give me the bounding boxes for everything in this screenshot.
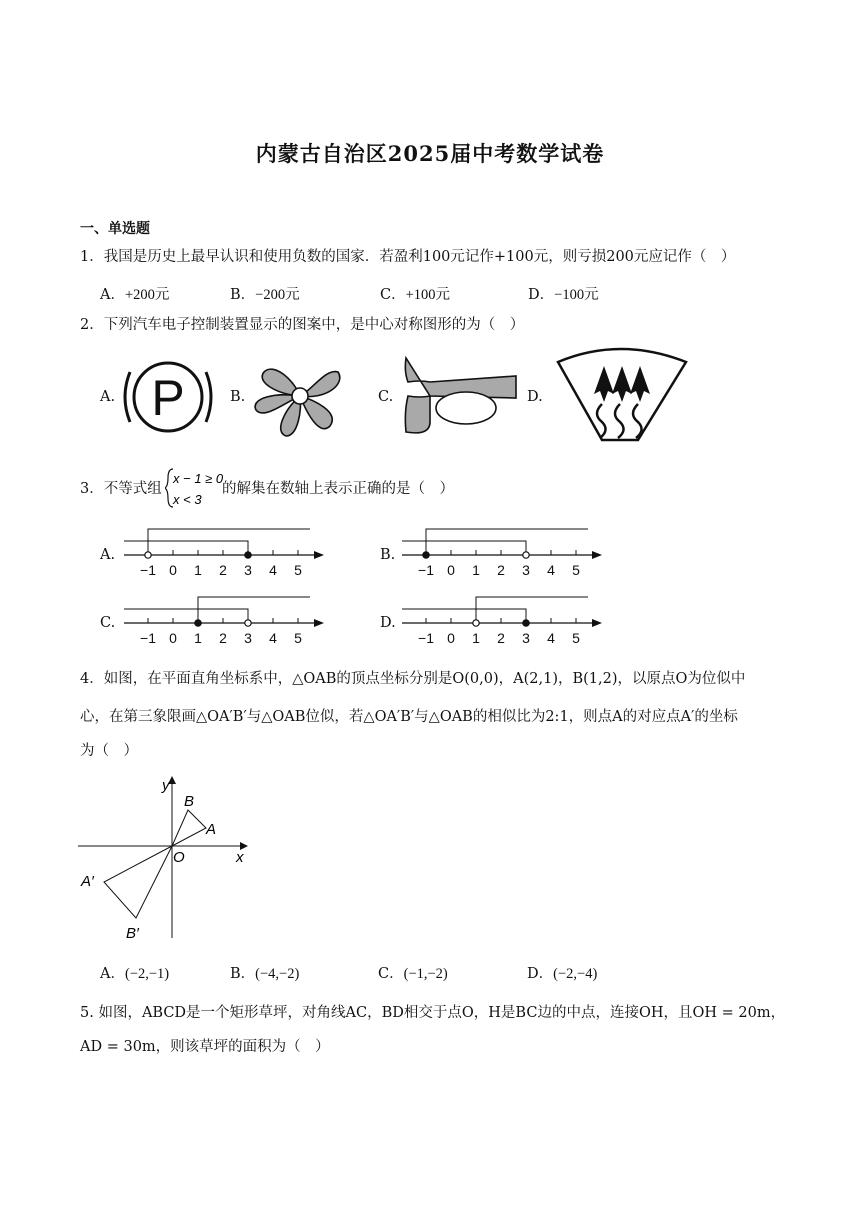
inequality-1: x − 1 ≥ 0: [173, 471, 223, 486]
left-solution-ray: [148, 529, 310, 555]
question-5-line-2: AD = 30m，则该草坪的面积为（ ）: [80, 1039, 330, 1055]
q1-option-d[interactable]: [528, 283, 599, 304]
number-line-d: [396, 588, 611, 648]
closed-point: [423, 552, 429, 558]
tick-label: 3: [522, 630, 530, 646]
tick-label: 0: [447, 630, 455, 646]
tick-label: −1: [418, 562, 434, 578]
tick-label: 1: [472, 562, 480, 578]
origin-label: O: [173, 849, 185, 866]
tick-label: −1: [418, 630, 434, 646]
q2-option-a-label[interactable]: A.: [100, 389, 116, 405]
right-solution-ray: [402, 541, 526, 555]
point-b-prime-label: B′: [126, 925, 139, 942]
option-label: A．: [100, 966, 125, 982]
tick-label: 3: [244, 562, 252, 578]
tick-label: 2: [497, 562, 505, 578]
tick-label: 3: [522, 562, 530, 578]
closed-point: [195, 620, 201, 626]
q3-option-d-label[interactable]: D.: [380, 615, 396, 631]
tick-label: 3: [244, 630, 252, 646]
point-b-label: B: [184, 793, 195, 810]
option-label: D．: [527, 966, 554, 982]
q3-option-c-label[interactable]: C.: [100, 615, 116, 631]
point-a-prime-label: A′: [81, 873, 94, 890]
question-3-stem: [80, 480, 162, 498]
tick-label: 1: [194, 562, 202, 578]
option-value: −100元: [554, 287, 599, 303]
p-letter: P: [151, 370, 185, 426]
tick-label: 1: [472, 630, 480, 646]
q2-option-b-label[interactable]: B.: [230, 389, 246, 405]
tick-label: 5: [294, 562, 302, 578]
option-label: B．: [230, 287, 256, 303]
left-solution-ray: [476, 597, 588, 623]
right-solution-ray: [124, 541, 248, 555]
point-a-label: A: [206, 821, 217, 838]
inequality-system: [165, 466, 223, 510]
open-point: [145, 552, 151, 558]
option-value: (−2,−1): [124, 966, 170, 982]
option-label: C．: [378, 966, 404, 982]
tick-label: 2: [219, 562, 227, 578]
q4-option-a[interactable]: [100, 962, 169, 983]
tick-label: 5: [294, 630, 302, 646]
parking-brake-icon: [118, 354, 228, 440]
option-label: A．: [100, 287, 125, 303]
q3-option-b-label[interactable]: B.: [380, 547, 396, 563]
coordinate-figure: [76, 772, 256, 942]
question-2-stem: 2．下列汽车电子控制装置显示的图案中，是中心对称图形的为（ ）: [80, 317, 525, 333]
tick-label: 5: [572, 630, 580, 646]
x-axis-label: x: [236, 849, 244, 866]
closed-point: [523, 620, 529, 626]
tick-label: 2: [497, 630, 505, 646]
tick-label: 5: [572, 562, 580, 578]
axis-arrow: [592, 551, 602, 559]
q4-option-b[interactable]: [230, 962, 299, 983]
question-5-line-1: 5. 如图，ABCD是一个矩形草坪，对角线AC，BD相交于点O，H是BC边的中点，连接OH，且OH = 20m，: [80, 1005, 786, 1021]
tick-label: −1: [140, 562, 156, 578]
option-value: (−2,−4): [553, 966, 598, 982]
q1-option-c[interactable]: [380, 283, 450, 304]
question-4-line-3: 为（ ）: [80, 743, 138, 759]
tick-label: 0: [447, 562, 455, 578]
open-point: [523, 552, 529, 558]
option-value: +100元: [405, 287, 451, 303]
left-solution-ray: [198, 597, 310, 623]
stem-suffix: 的解集在数轴上表示正确的是（ ）: [222, 481, 454, 497]
stem-prefix: 3．不等式组: [80, 481, 162, 497]
option-value: (−4,−2): [255, 966, 300, 982]
tick-label: 4: [269, 562, 277, 578]
triangle-oab: [172, 810, 206, 846]
tick-label: 4: [547, 630, 555, 646]
option-value: (−1,−2): [403, 966, 448, 982]
number-line-b: [396, 520, 611, 580]
q3-option-a-label[interactable]: A.: [100, 547, 116, 563]
axis-arrow: [314, 551, 324, 559]
open-point: [245, 620, 251, 626]
left-solution-ray: [426, 529, 588, 555]
option-label: B．: [230, 966, 256, 982]
tick-label: 0: [169, 630, 177, 646]
right-solution-ray: [124, 609, 248, 623]
tick-label: 4: [547, 562, 555, 578]
option-value: +200元: [124, 287, 170, 303]
closed-point: [245, 552, 251, 558]
page-title: 内蒙古自治区2025届中考数学试卷: [255, 141, 605, 166]
axis-arrow: [314, 619, 324, 627]
horn-icon: [400, 352, 526, 440]
tick-label: 4: [269, 630, 277, 646]
section-heading: 一、单选题: [80, 221, 150, 237]
fan-icon: [250, 350, 350, 442]
right-solution-ray: [402, 609, 526, 623]
tick-label: 2: [219, 630, 227, 646]
y-axis-label: y: [162, 777, 170, 794]
question-4-line-1: 4．如图，在平面直角坐标系中，△OAB的顶点坐标分别是O(0,0)，A(2,1)，B(1,2)，以原点O为位似中: [80, 671, 746, 687]
q2-option-d-label[interactable]: D.: [527, 389, 543, 405]
option-value: −200元: [255, 287, 300, 303]
inequality-2: x < 3: [173, 492, 202, 507]
number-line-a: [118, 520, 333, 580]
defroster-icon: [552, 344, 692, 444]
option-label: C．: [380, 287, 406, 303]
number-line-c: [118, 588, 333, 648]
q2-option-c-label[interactable]: C.: [378, 389, 394, 405]
q1-option-b[interactable]: [230, 283, 300, 304]
triangle-oa1b1: [104, 846, 172, 918]
tick-label: 0: [169, 562, 177, 578]
tick-label: −1: [140, 630, 156, 646]
q4-option-c[interactable]: [378, 962, 448, 983]
q4-option-d[interactable]: [527, 962, 597, 983]
question-4-line-2: 心，在第三象限画△OA′B′与△OAB位似，若△OA′B′与△OAB的相似比为2:1，则点A的对应点A′的坐标: [80, 709, 738, 725]
q1-option-a[interactable]: [100, 283, 169, 304]
option-label: D．: [528, 287, 555, 303]
question-1-stem: 1．我国是历史上最早认识和使用负数的国家．若盈利100元记作+100元，则亏损200元应记作（ ）: [80, 249, 736, 265]
tick-label: 1: [194, 630, 202, 646]
open-point: [473, 620, 479, 626]
axis-arrow: [592, 619, 602, 627]
